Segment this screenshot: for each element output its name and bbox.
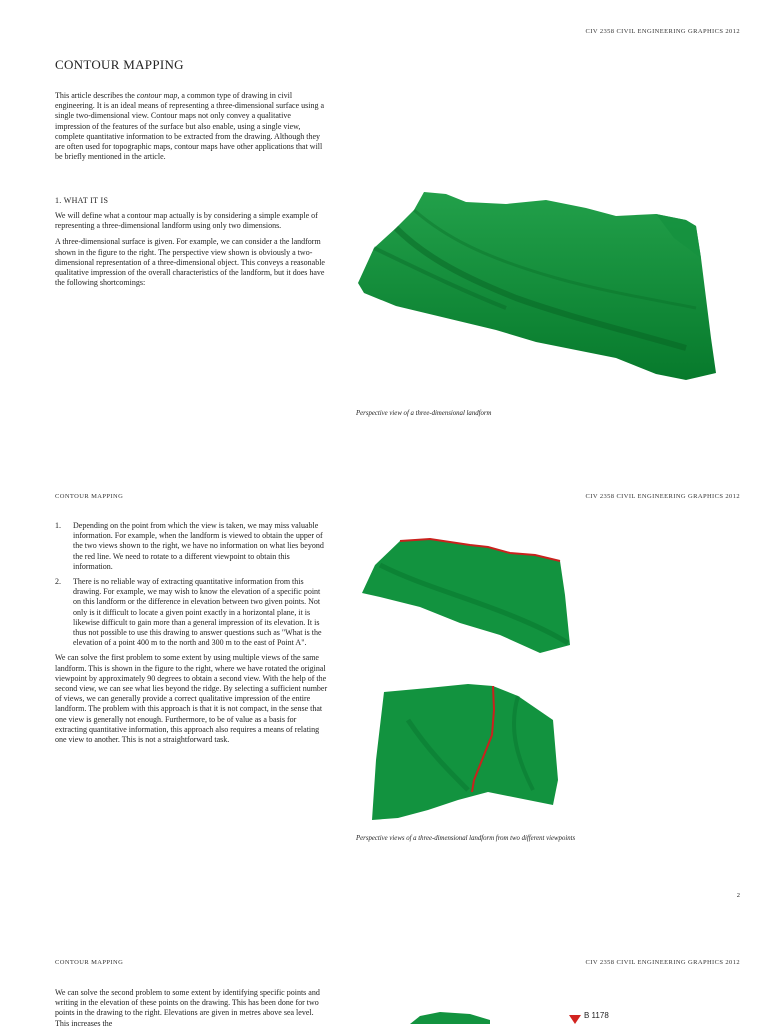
list-item: 1. Depending on the point from which the view is taken, we may miss valuable information. For example, when the landform is viewed to obtain the upper of the two views shown to the right, we have no information on what lies beyond the red line. We need to rotate to a different viewpoint to obtain this information. — [55, 521, 324, 571]
page3-header-right: CIV 2358 CIVIL ENGINEERING GRAPHICS 2012 — [585, 959, 740, 966]
figure-caption-2: Perspective views of a three-dimensional landform from two different viewpoints — [356, 835, 576, 842]
page2-header-right: CIV 2358 CIVIL ENGINEERING GRAPHICS 2012 — [585, 493, 740, 500]
figure-caption-1: Perspective view of a three-dimensional landform — [356, 410, 492, 417]
spot-elevation-paragraph: We can solve the second problem to some extent by identifying specific points and writing in the elevation of these points on the drawing. This has been done for two points in the drawing to the right. Elevations are given in metres above sea level. This increases the — [55, 988, 320, 1028]
page-number: 2 — [736, 892, 740, 899]
page2-header-left: CONTOUR MAPPING — [55, 493, 124, 500]
landform-figure — [356, 188, 721, 388]
list-item: 2. There is no reliable way of extracting quantitative information from this drawing. For example, we may wish to know the elevation of a specific point on this landform or the difference in elevation between two given points. Not only is it difficult to locate a given point exactly in a horizontal plane, it is likewise difficult to gain more than a general impression of its elevation. It is thus not possible to use this drawing to answer questions such as "What is the elevation of a point 400 m to the north and 300 m to the east of Point A". — [55, 577, 322, 648]
triangle-marker-icon — [569, 1015, 581, 1024]
landform-upper-view — [360, 535, 575, 660]
shortcomings-list — [55, 521, 329, 648]
point-b-label: B 1178 — [584, 1011, 609, 1020]
page3-header-left: CONTOUR MAPPING — [55, 959, 124, 966]
section-heading: 1. WHAT IT IS — [55, 196, 109, 205]
page1-body — [55, 91, 327, 168]
landform-lower-view — [368, 680, 563, 825]
landform-partial-view — [410, 1008, 490, 1024]
intro-paragraph: This article describes the contour map, a common type of drawing in civil engineering. It is an ideal means of representing a three-dimensional surface using a single two-dimensional view. Contour maps not only convey a qualitative impression of the features of the surface but also enable, using a single view, complete quantitative information to be extracted from the drawing. Although they are often used for topographic maps, contour maps have other applications that will be briefly mentioned in the article. — [55, 91, 325, 162]
page1-header: CIV 2358 CIVIL ENGINEERING GRAPHICS 2012 — [585, 28, 740, 35]
paragraph-1: We will define what a contour map actually is by considering a simple example of representing a three-dimensional landform using only two dimensions. — [55, 211, 318, 231]
paragraph-2: A three-dimensional surface is given. For example, we can consider a the landform shown in the figure to the right. The perspective view shown is obviously a two-dimensional representation of a three-dimensional object. This conveys a reasonable qualitative impression of the overall characteristics of the landform, but it does have the following shortcomings: — [55, 237, 325, 288]
page1-section-body — [55, 211, 327, 294]
page3-body — [55, 988, 329, 1035]
page-title: CONTOUR MAPPING — [55, 57, 184, 72]
page2-body — [55, 521, 329, 751]
multiple-views-paragraph: We can solve the first problem to some extent by using multiple views of the same landform. This is shown in the figure to the right, where we have rotated the original viewpoint by approximately 90 degrees to obtain a second view. With the help of the second view, we can see what lies beyond the ridge. By selecting a sufficient number of views, we can generally provide a correct qualitative impression of the entire landform. The problem with this approach is that it is not compact, in the sense that one view is generally not enough. Furthermore, to be of value as a basis for extracting quantitative information, this approach also requires a means of relating one view to another. This is not a straightforward task. — [55, 653, 328, 745]
